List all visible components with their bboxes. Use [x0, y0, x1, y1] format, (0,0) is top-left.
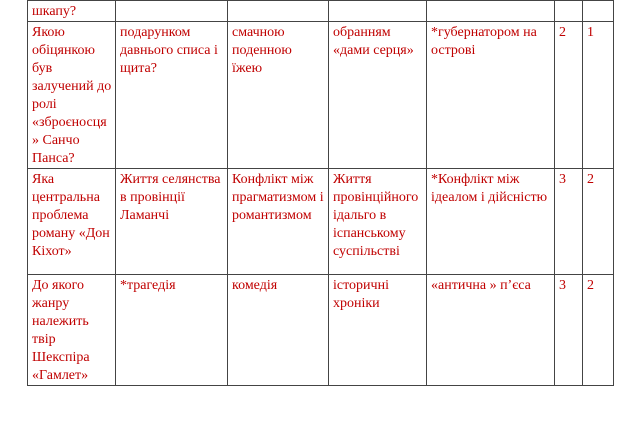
option-a-cell: [116, 1, 228, 22]
number-cell-2: 1: [583, 22, 614, 169]
option-b-cell: Конфлікт між прагматизмом і романтизмом: [228, 169, 329, 275]
number-cell-1: 3: [555, 169, 583, 275]
option-a-cell: *трагедія: [116, 275, 228, 386]
question-cell: шкапу?: [28, 1, 116, 22]
number-cell-2: [583, 1, 614, 22]
option-c-cell: [329, 1, 427, 22]
table-row: [28, 22, 614, 169]
question-cell: Якою обіцянкою був залучений до ролі «зброєносця» Санчо Панса?: [28, 22, 116, 169]
question-cell: До якого жанру належить твір Шекспіра «Гамлет»: [28, 275, 116, 386]
option-a-cell: Життя селянства в провінції Ламанчі: [116, 169, 228, 275]
table-row: [28, 275, 614, 386]
number-cell-2: 2: [583, 275, 614, 386]
option-b-cell: [228, 1, 329, 22]
option-d-cell: *губернатором на острові: [427, 22, 555, 169]
option-d-cell: *Конфлікт між ідеалом і дійсністю: [427, 169, 555, 275]
quiz-table: [27, 0, 614, 386]
option-a-cell: подарунком давнього списа і щита?: [116, 22, 228, 169]
number-cell-1: 2: [555, 22, 583, 169]
question-cell: Яка центральна проблема роману «Дон Кіхот»: [28, 169, 116, 275]
number-cell-1: 3: [555, 275, 583, 386]
option-c-cell: Життя провінційного ідальго в іспанському суспільстві: [329, 169, 427, 275]
option-d-cell: [427, 1, 555, 22]
table-row: [28, 1, 614, 22]
option-b-cell: комедія: [228, 275, 329, 386]
option-b-cell: смачною поденною їжею: [228, 22, 329, 169]
option-c-cell: обранням «дами серця»: [329, 22, 427, 169]
number-cell-2: 2: [583, 169, 614, 275]
option-d-cell: «антична » п’єса: [427, 275, 555, 386]
table-row: [28, 169, 614, 275]
number-cell-1: [555, 1, 583, 22]
option-c-cell: історичні хроніки: [329, 275, 427, 386]
